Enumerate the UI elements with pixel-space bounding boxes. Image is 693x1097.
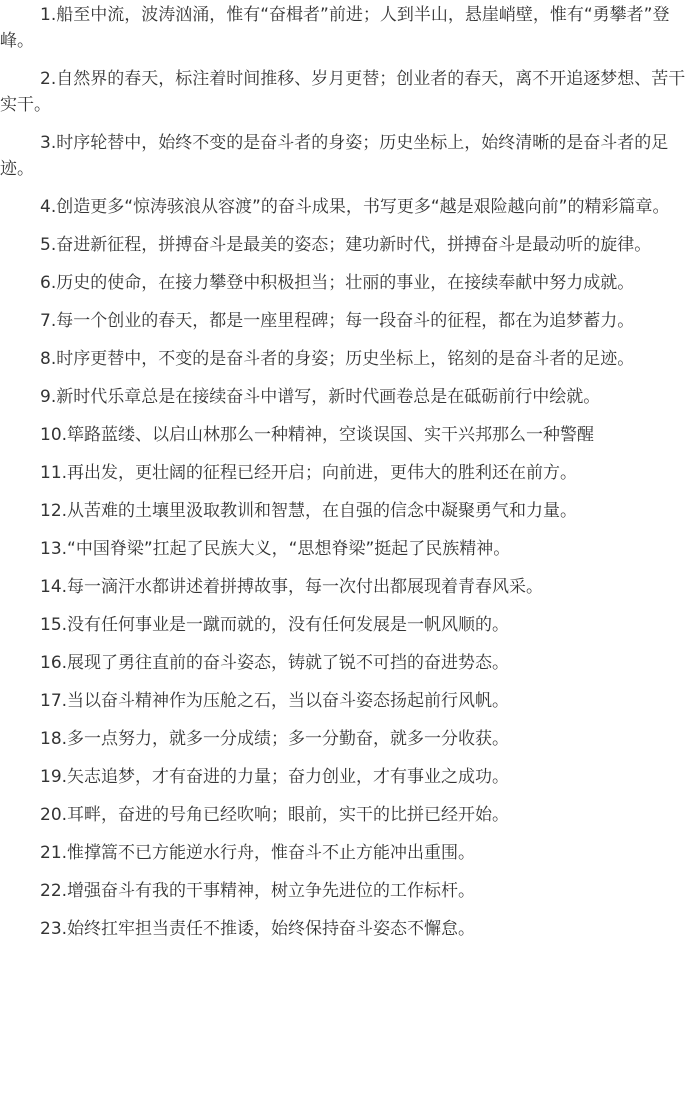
- paragraph-4: 4.创造更多“惊涛骇浪从容渡”的奋斗成果，书写更多“越是艰险越向前”的精彩篇章。: [40, 197, 670, 217]
- paragraph-3: 3.时序轮替中，始终不变的是奋斗者的身姿；历史坐标上，始终清晰的是奋斗者的足迹。: [0, 133, 669, 179]
- paragraph-19: 19.矢志追梦，才有奋进的力量；奋力创业，才有事业之成功。: [40, 767, 510, 787]
- paragraph-18: 18.多一点努力，就多一分成绩；多一分勤奋，就多一分收获。: [40, 729, 510, 749]
- paragraph-21: 21.惟撑篙不已方能逆水行舟，惟奋斗不止方能冲出重围。: [40, 843, 476, 863]
- paragraph-6: 6.历史的使命，在接力攀登中积极担当；壮丽的事业，在接续奉献中努力成就。: [40, 273, 635, 293]
- paragraph-9: 9.新时代乐章总是在接续奋斗中谱写，新时代画卷总是在砥砺前行中绘就。: [40, 387, 601, 407]
- paragraph-2: 2.自然界的春天，标注着时间推移、岁月更替；创业者的春天，离不开追逐梦想、苦干实干。: [0, 69, 686, 115]
- paragraph-20: 20.耳畔，奋进的号角已经吹响；眼前，实干的比拼已经开始。: [40, 805, 510, 825]
- paragraph-8: 8.时序更替中，不变的是奋斗者的身姿；历史坐标上，铭刻的是奋斗者的足迹。: [40, 349, 635, 369]
- paragraph-10: 10.筚路蓝缕、以启山林那么一种精神，空谈误国、实干兴邦那么一种警醒: [40, 425, 595, 445]
- paragraph-13: 13.“中国脊梁”扛起了民族大义，“思想脊梁”挺起了民族精神。: [40, 539, 511, 559]
- paragraph-1: 1.船至中流，波涛汹涌，惟有“奋楫者”前进；人到半山，悬崖峭壁，惟有“勇攀者”登峰。: [0, 5, 670, 51]
- paragraph-15: 15.没有任何事业是一蹴而就的，没有任何发展是一帆风顺的。: [40, 615, 510, 635]
- paragraph-11: 11.再出发，更壮阔的征程已经开启；向前进，更伟大的胜利还在前方。: [40, 463, 578, 483]
- paragraph-22: 22.增强奋斗有我的干事精神，树立争先进位的工作标杆。: [40, 881, 476, 901]
- paragraph-17: 17.当以奋斗精神作为压舱之石，当以奋斗姿态扬起前行风帆。: [40, 691, 510, 711]
- paragraph-16: 16.展现了勇往直前的奋斗姿态，铸就了锐不可挡的奋进势态。: [40, 653, 510, 673]
- paragraph-7: 7.每一个创业的春天，都是一座里程碑；每一段奋斗的征程，都在为追梦蓄力。: [40, 311, 635, 331]
- paragraph-12: 12.从苦难的土壤里汲取教训和智慧，在自强的信念中凝聚勇气和力量。: [40, 501, 578, 521]
- paragraph-23: 23.始终扛牢担当责任不推诿，始终保持奋斗姿态不懈怠。: [40, 919, 476, 939]
- paragraph-5: 5.奋进新征程，拼搏奋斗是最美的姿态；建功新时代，拼搏奋斗是最动听的旋律。: [40, 235, 652, 255]
- paragraph-14: 14.每一滴汗水都讲述着拼搏故事，每一次付出都展现着青春风采。: [40, 577, 544, 597]
